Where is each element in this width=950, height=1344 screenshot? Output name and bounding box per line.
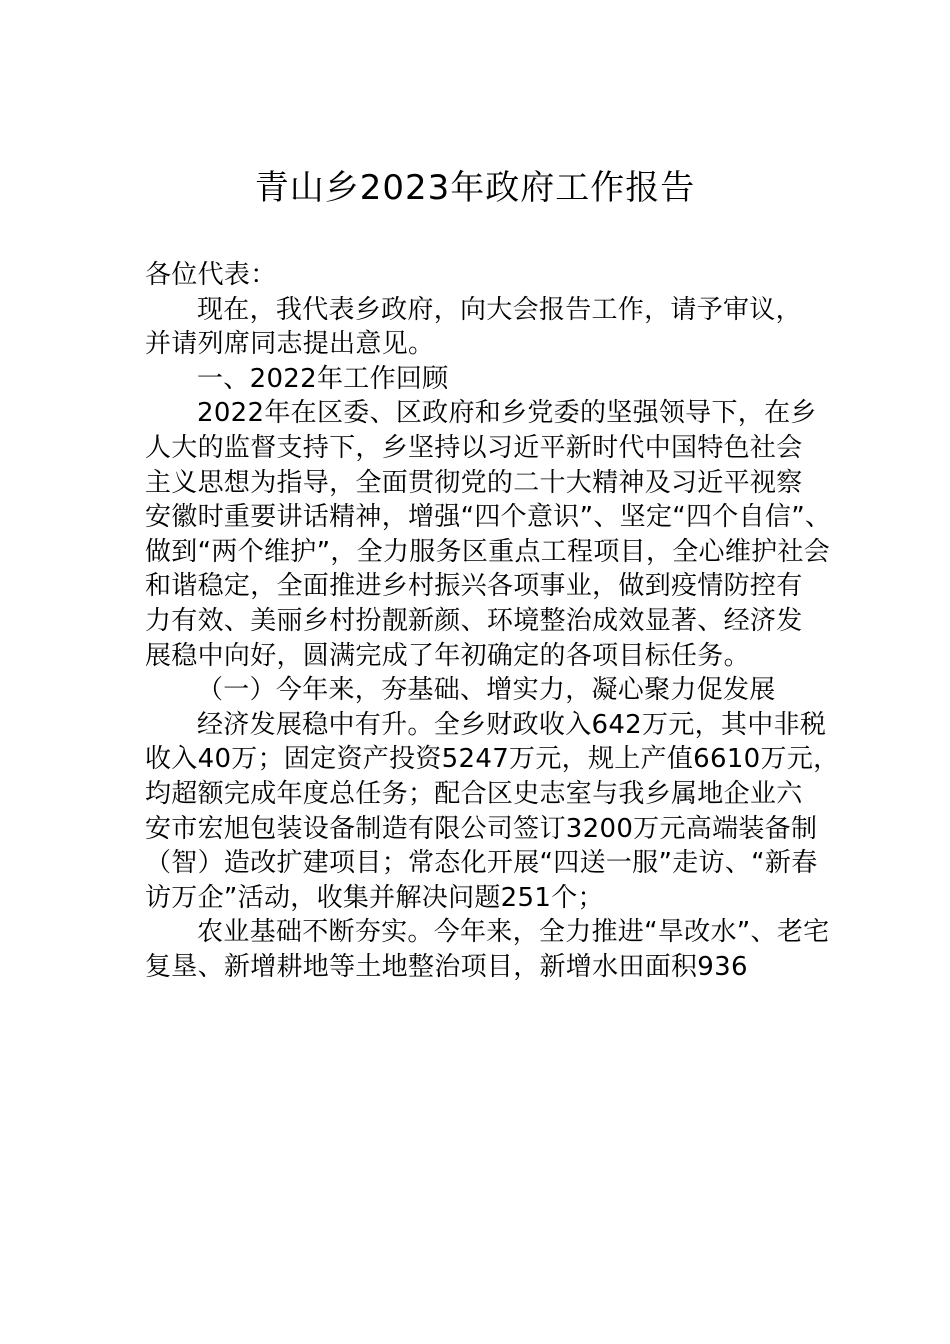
paragraph-line: 2022年在区委、区政府和乡党委的坚强领导下，在乡 — [197, 398, 817, 429]
paragraph-line: 和谐稳定，全面推进乡村振兴各项事业，做到疫情防控有 — [145, 571, 803, 602]
paragraph-line: 并请列席同志提出意见。 — [145, 329, 435, 360]
paragraph-line: 经济发展稳中有升。全乡财政收入642万元，其中非税 — [197, 709, 827, 740]
paragraph-line: 收入40万；固定资产投资5247万元，规上产值6610万元， — [145, 744, 840, 775]
document-title: 青山乡2023年政府工作报告 — [254, 168, 696, 208]
paragraph-line: 人大的监督支持下，乡坚持以习近平新时代中国特色社会 — [145, 432, 803, 463]
paragraph-line: 安市宏旭包装设备制造有限公司签订3200万元高端装备制 — [145, 813, 818, 844]
document-body — [145, 258, 840, 984]
paragraph-line: 主义思想为指导，全面贯彻党的二十大精神及习近平视察 — [145, 467, 803, 498]
paragraph-line: （智）造改扩建项目；常态化开展“四送一服”走访、“新春 — [145, 848, 818, 879]
paragraph-line: 做到“两个维护”，全力服务区重点工程项目，全心维护社会 — [145, 536, 831, 567]
subsection-heading: （一）今年来，夯基础、增实力，凝心聚力促发展 — [197, 675, 776, 706]
paragraph-line: 现在，我代表乡政府，向大会报告工作，请予审议， — [197, 294, 802, 325]
section-heading: 一、2022年工作回顾 — [197, 363, 449, 394]
paragraph-line: 安徽时重要讲话精神，增强“四个意识”、坚定“四个自信”、 — [145, 502, 832, 533]
paragraph-line: 农业基础不断夯实。今年来，全力推进“旱改水”、老宅 — [197, 917, 830, 948]
salutation-line: 各位代表： — [145, 260, 277, 290]
paragraph-line: 均超额完成年度总任务；配合区史志室与我乡属地企业六 — [145, 778, 803, 809]
paragraph-line: 展稳中向好，圆满完成了年初确定的各项目标任务。 — [145, 640, 750, 671]
paragraph-line: 力有效、美丽乡村扮靓新颜、环境整治成效显著、经济发 — [145, 605, 803, 636]
paragraph-line: 复垦、新增耕地等土地整治项目，新增水田面积936 — [145, 951, 748, 982]
paragraph-line: 访万企”活动，收集并解决问题251个； — [145, 882, 604, 913]
